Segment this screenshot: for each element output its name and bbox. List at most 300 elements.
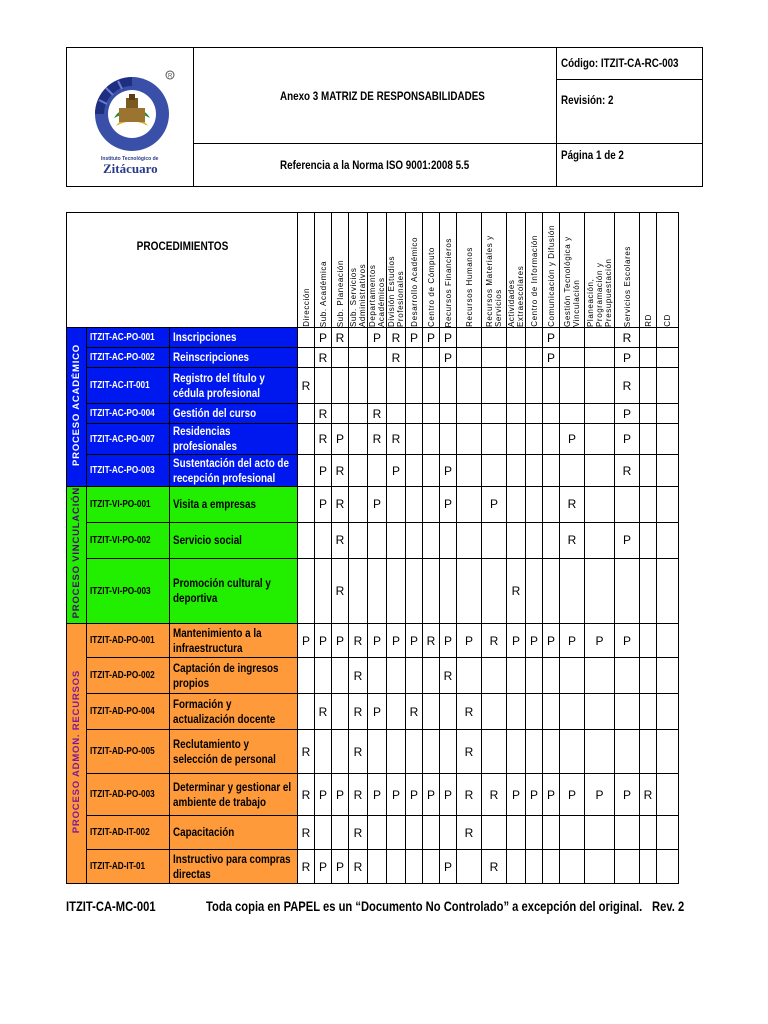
column-header bbox=[349, 213, 368, 328]
responsibility-cell bbox=[640, 522, 657, 558]
responsibility-cell bbox=[526, 348, 543, 368]
responsibility-cell bbox=[657, 424, 679, 455]
responsibility-cell bbox=[406, 404, 423, 424]
responsibility-cell: P bbox=[332, 774, 349, 816]
responsibility-cell: P bbox=[526, 624, 543, 658]
procedure-code-text: ITZIT-AC-PO-001 bbox=[90, 332, 155, 343]
responsibility-cell: P bbox=[368, 328, 387, 348]
responsibility-cell bbox=[457, 368, 482, 404]
responsibility-cell: R bbox=[332, 522, 349, 558]
responsibility-cell bbox=[615, 658, 640, 694]
responsibility-cell: R bbox=[457, 816, 482, 850]
responsibility-cell bbox=[440, 424, 457, 455]
responsibility-cell: R bbox=[615, 368, 640, 404]
responsibility-cell bbox=[406, 658, 423, 694]
responsibility-cell bbox=[406, 730, 423, 774]
procedure-name bbox=[170, 424, 298, 455]
responsibility-cell bbox=[332, 730, 349, 774]
responsibility-cell bbox=[457, 558, 482, 623]
responsibility-cell: P bbox=[332, 424, 349, 455]
responsibility-cell bbox=[507, 730, 526, 774]
table-row bbox=[67, 624, 679, 658]
responsibility-cell bbox=[406, 816, 423, 850]
responsibility-cell: R bbox=[457, 774, 482, 816]
procedure-name bbox=[170, 816, 298, 850]
responsibility-cell bbox=[560, 368, 585, 404]
column-header bbox=[315, 213, 332, 328]
column-header bbox=[423, 213, 440, 328]
responsibility-cell: P bbox=[440, 624, 457, 658]
responsibility-cell bbox=[640, 694, 657, 730]
responsibility-cell bbox=[406, 455, 423, 487]
responsibility-cell bbox=[526, 368, 543, 404]
responsibility-cell bbox=[543, 424, 560, 455]
procedure-name bbox=[170, 774, 298, 816]
responsibility-cell: P bbox=[457, 624, 482, 658]
responsibility-cell: R bbox=[423, 624, 440, 658]
procedure-name bbox=[170, 694, 298, 730]
column-header bbox=[482, 213, 507, 328]
responsibility-cell bbox=[406, 850, 423, 884]
procedure-code-text: ITZIT-AD-PO-003 bbox=[90, 789, 155, 801]
responsibility-cell: P bbox=[332, 850, 349, 884]
responsibility-cell bbox=[543, 694, 560, 730]
responsibility-cell: R bbox=[332, 487, 349, 523]
procedure-name-text: Registro del título y cédula profesional bbox=[173, 370, 265, 400]
responsibility-cell bbox=[585, 368, 615, 404]
responsibility-cell bbox=[560, 850, 585, 884]
responsibility-cell: P bbox=[440, 774, 457, 816]
procedure-code-text: ITZIT-AD-PO-004 bbox=[90, 706, 155, 718]
table-row bbox=[67, 455, 679, 487]
column-header bbox=[332, 213, 349, 328]
responsibility-cell bbox=[368, 730, 387, 774]
responsibility-cell: P bbox=[368, 694, 387, 730]
responsibility-cell bbox=[585, 658, 615, 694]
procedure-code-text: ITZIT-AD-PO-002 bbox=[90, 670, 155, 682]
responsibility-cell bbox=[387, 404, 406, 424]
responsibility-cell bbox=[507, 522, 526, 558]
responsibility-cell bbox=[387, 816, 406, 850]
procedure-name bbox=[170, 404, 298, 424]
column-header-label: Centro de Cómputo bbox=[426, 246, 436, 327]
column-header bbox=[560, 213, 585, 328]
responsibility-cell: R bbox=[315, 424, 332, 455]
column-header bbox=[507, 213, 526, 328]
procedure-code bbox=[87, 455, 170, 487]
document-header bbox=[66, 47, 703, 187]
table-row bbox=[67, 558, 679, 623]
column-header-label: Planeación, Programación y Presupuestación bbox=[586, 258, 613, 327]
responsibility-cell: P bbox=[560, 774, 585, 816]
responsibility-cell bbox=[332, 658, 349, 694]
table-row bbox=[67, 694, 679, 730]
responsibility-cell bbox=[543, 658, 560, 694]
procedure-name-text: Gestión del curso bbox=[173, 406, 257, 420]
responsibility-cell bbox=[332, 368, 349, 404]
footer-code: ITZIT-CA-MC-001 bbox=[66, 898, 156, 914]
column-header bbox=[387, 213, 406, 328]
responsibility-cell: P bbox=[387, 774, 406, 816]
responsibility-cell: R bbox=[349, 658, 368, 694]
column-header-label: Sub. Académica bbox=[318, 260, 328, 327]
responsibility-cell: R bbox=[349, 850, 368, 884]
responsibility-cell bbox=[482, 368, 507, 404]
procedures-header: PROCEDIMIENTOS bbox=[85, 213, 279, 328]
responsibility-cell bbox=[332, 816, 349, 850]
column-header-label: Actividades Extraescolares bbox=[507, 265, 525, 327]
responsibility-cell bbox=[640, 816, 657, 850]
responsibility-cell: P bbox=[332, 624, 349, 658]
responsibility-cell: R bbox=[298, 368, 315, 404]
responsibility-cell bbox=[543, 816, 560, 850]
responsibility-cell: P bbox=[615, 522, 640, 558]
responsibility-cell: P bbox=[387, 455, 406, 487]
procedure-code bbox=[87, 522, 170, 558]
responsibility-cell bbox=[349, 328, 368, 348]
responsibility-cell bbox=[482, 348, 507, 368]
responsibility-cell bbox=[457, 404, 482, 424]
responsibility-cell bbox=[457, 850, 482, 884]
responsibility-cell bbox=[560, 694, 585, 730]
responsibility-cell bbox=[440, 404, 457, 424]
responsibility-cell: P bbox=[615, 624, 640, 658]
responsibility-cell bbox=[368, 455, 387, 487]
responsibility-cell bbox=[560, 730, 585, 774]
responsibility-cell bbox=[423, 368, 440, 404]
responsibility-cell: P bbox=[543, 348, 560, 368]
responsibility-cell: P bbox=[585, 774, 615, 816]
responsibility-cell bbox=[640, 368, 657, 404]
responsibility-cell bbox=[482, 328, 507, 348]
responsibility-cell: P bbox=[615, 774, 640, 816]
procedure-code-text: ITZIT-AD-PO-001 bbox=[90, 635, 155, 647]
responsibility-cell bbox=[657, 368, 679, 404]
column-header bbox=[543, 213, 560, 328]
procedure-code bbox=[87, 348, 170, 368]
responsibility-cell: R bbox=[315, 348, 332, 368]
table-row bbox=[67, 424, 679, 455]
responsibility-cell: R bbox=[315, 404, 332, 424]
responsibility-cell bbox=[332, 694, 349, 730]
column-header-label: Dirección bbox=[301, 288, 311, 327]
responsibility-cell bbox=[526, 730, 543, 774]
procedure-code bbox=[87, 487, 170, 523]
matrix-table bbox=[66, 212, 679, 884]
responsibility-cell bbox=[387, 730, 406, 774]
process-group-text: PROCESO ADMON. RECURSOS bbox=[71, 669, 82, 833]
column-header bbox=[526, 213, 543, 328]
table-row bbox=[67, 658, 679, 694]
procedure-name bbox=[170, 558, 298, 623]
responsibility-cell bbox=[507, 328, 526, 348]
procedure-name-text: Captación de ingresos propios bbox=[173, 660, 279, 690]
responsibility-cell bbox=[482, 558, 507, 623]
responsibility-cell bbox=[482, 816, 507, 850]
column-header bbox=[368, 213, 387, 328]
responsibility-cell bbox=[423, 850, 440, 884]
document-title: Anexo 3 MATRIZ DE RESPONSABILIDADES bbox=[280, 89, 485, 103]
responsibility-cell: P bbox=[560, 424, 585, 455]
procedure-name-text: Residencias profesionales bbox=[173, 424, 237, 453]
responsibility-cell: R bbox=[507, 558, 526, 623]
responsibility-cell bbox=[657, 404, 679, 424]
procedure-code bbox=[87, 694, 170, 730]
responsibility-cell bbox=[526, 455, 543, 487]
responsibility-cell bbox=[640, 558, 657, 623]
procedure-code bbox=[87, 328, 170, 348]
responsibility-cell: R bbox=[482, 850, 507, 884]
table-row bbox=[67, 730, 679, 774]
table-row bbox=[67, 774, 679, 816]
responsibility-cell bbox=[585, 730, 615, 774]
responsibility-cell: P bbox=[406, 624, 423, 658]
responsibility-cell bbox=[585, 348, 615, 368]
responsibility-cell bbox=[640, 348, 657, 368]
responsibility-cell bbox=[482, 404, 507, 424]
procedure-name bbox=[170, 328, 298, 348]
procedure-code-text: ITZIT-VI-PO-002 bbox=[90, 534, 151, 546]
procedure-code-text: ITZIT-AC-PO-002 bbox=[90, 352, 155, 363]
svg-text:R: R bbox=[168, 73, 173, 80]
responsibility-cell bbox=[526, 558, 543, 623]
responsibility-cell bbox=[440, 730, 457, 774]
responsibility-cell: R bbox=[349, 730, 368, 774]
responsibility-cell bbox=[387, 694, 406, 730]
responsibility-cell bbox=[507, 850, 526, 884]
responsibility-cell: R bbox=[368, 424, 387, 455]
responsibility-cell bbox=[526, 850, 543, 884]
responsibility-cell bbox=[406, 558, 423, 623]
responsibility-cell bbox=[543, 522, 560, 558]
responsibility-cell bbox=[526, 816, 543, 850]
responsibility-cell bbox=[560, 348, 585, 368]
logo-caption-small: Instituto Tecnológico de bbox=[101, 156, 159, 162]
responsibility-cell bbox=[457, 424, 482, 455]
column-header-label: Servicios Escolares bbox=[622, 245, 632, 327]
page-indicator: Página 1 de 2 bbox=[561, 148, 624, 162]
responsibility-cell: P bbox=[423, 774, 440, 816]
responsibility-cell bbox=[423, 522, 440, 558]
responsibility-cell bbox=[368, 558, 387, 623]
responsibility-cell: P bbox=[368, 774, 387, 816]
responsibility-cell bbox=[482, 522, 507, 558]
responsibility-cell bbox=[543, 368, 560, 404]
responsibility-cell bbox=[315, 658, 332, 694]
process-group-label bbox=[67, 624, 87, 884]
procedure-name bbox=[170, 455, 298, 487]
responsibility-cell bbox=[349, 368, 368, 404]
responsibility-cell bbox=[585, 816, 615, 850]
responsibility-cell: R bbox=[387, 328, 406, 348]
column-header-label: Recursos Humanos bbox=[464, 247, 474, 327]
responsibility-cell: P bbox=[315, 455, 332, 487]
column-header-label: Sub. Planeación bbox=[335, 259, 345, 327]
responsibility-cell bbox=[315, 730, 332, 774]
responsibility-cell: P bbox=[615, 348, 640, 368]
responsibility-cell bbox=[507, 487, 526, 523]
responsibility-cell bbox=[315, 522, 332, 558]
column-header-label: RD bbox=[643, 314, 653, 327]
document-code: Código: ITZIT-CA-RC-003 bbox=[561, 56, 679, 70]
responsibility-cell bbox=[387, 522, 406, 558]
responsibility-cell: P bbox=[440, 850, 457, 884]
responsibility-cell bbox=[640, 404, 657, 424]
responsibility-cell bbox=[560, 455, 585, 487]
responsibility-cell bbox=[560, 558, 585, 623]
column-header bbox=[585, 213, 615, 328]
responsibility-cell bbox=[640, 624, 657, 658]
procedure-name-text: Reclutamiento y selección de personal bbox=[173, 736, 276, 766]
responsibility-cell bbox=[657, 774, 679, 816]
column-header-label: Centro de Información bbox=[529, 235, 539, 327]
responsibility-cell bbox=[406, 348, 423, 368]
responsibility-cell bbox=[387, 368, 406, 404]
responsibility-cell: P bbox=[406, 328, 423, 348]
responsibility-cell: P bbox=[526, 774, 543, 816]
responsibility-cell: P bbox=[315, 487, 332, 523]
responsibility-cell bbox=[440, 558, 457, 623]
responsibility-cell bbox=[368, 816, 387, 850]
table-row bbox=[67, 850, 679, 884]
responsibility-cell bbox=[423, 348, 440, 368]
column-header-label: Desarrollo Académico bbox=[409, 237, 419, 327]
responsibility-cell bbox=[526, 424, 543, 455]
responsibility-cell: P bbox=[298, 624, 315, 658]
responsibility-cell bbox=[526, 487, 543, 523]
responsibility-cell: R bbox=[349, 694, 368, 730]
column-header bbox=[457, 213, 482, 328]
responsibility-cell: P bbox=[543, 624, 560, 658]
responsibility-cell bbox=[406, 522, 423, 558]
responsibility-cell: P bbox=[543, 774, 560, 816]
responsibility-cell: P bbox=[507, 624, 526, 658]
responsibility-cell bbox=[457, 487, 482, 523]
responsibility-cell bbox=[585, 522, 615, 558]
responsibility-cell: R bbox=[560, 522, 585, 558]
procedure-code bbox=[87, 850, 170, 884]
column-header bbox=[640, 213, 657, 328]
responsibility-cell bbox=[585, 328, 615, 348]
responsibility-cell bbox=[440, 694, 457, 730]
responsibility-cell bbox=[615, 487, 640, 523]
procedure-name-text: Sustentación del acto de recepción profesional bbox=[173, 455, 289, 485]
responsibility-cell: R bbox=[560, 487, 585, 523]
responsibility-cell: P bbox=[387, 624, 406, 658]
responsibility-cell bbox=[657, 487, 679, 523]
responsibility-cell: R bbox=[615, 328, 640, 348]
responsibility-cell: P bbox=[560, 624, 585, 658]
procedure-code bbox=[87, 404, 170, 424]
column-header-label: Gestión Tecnológica y Vinculación bbox=[563, 236, 581, 327]
responsibility-cell bbox=[423, 455, 440, 487]
responsibility-cell bbox=[543, 487, 560, 523]
column-header bbox=[657, 213, 679, 328]
responsibility-cell bbox=[657, 455, 679, 487]
responsibility-cell bbox=[423, 404, 440, 424]
procedure-name bbox=[170, 850, 298, 884]
responsibility-cell bbox=[657, 558, 679, 623]
responsibility-cell: P bbox=[406, 774, 423, 816]
responsibility-cell: R bbox=[315, 694, 332, 730]
responsibility-cell bbox=[615, 558, 640, 623]
procedure-code bbox=[87, 424, 170, 455]
responsibility-cell bbox=[640, 730, 657, 774]
column-header-label: CD bbox=[663, 314, 672, 327]
responsibility-cell: P bbox=[543, 328, 560, 348]
responsibility-cell: P bbox=[440, 348, 457, 368]
responsibility-cell: R bbox=[332, 558, 349, 623]
responsibility-cell bbox=[315, 558, 332, 623]
procedure-name-text: Inscripciones bbox=[173, 330, 237, 344]
procedure-code-text: ITZIT-AC-IT-001 bbox=[90, 380, 150, 391]
responsibility-cell bbox=[423, 816, 440, 850]
table-row bbox=[67, 348, 679, 368]
responsibility-cell bbox=[657, 348, 679, 368]
procedure-code bbox=[87, 730, 170, 774]
procedure-code bbox=[87, 368, 170, 404]
responsibility-cell bbox=[423, 424, 440, 455]
column-header bbox=[406, 213, 423, 328]
responsibility-cell: R bbox=[298, 850, 315, 884]
responsibility-cell: P bbox=[315, 624, 332, 658]
responsibility-cell bbox=[507, 816, 526, 850]
responsibility-cell: R bbox=[349, 816, 368, 850]
responsibility-cell: P bbox=[315, 328, 332, 348]
responsibility-cell bbox=[543, 404, 560, 424]
responsibility-cell bbox=[482, 730, 507, 774]
responsibility-cell bbox=[560, 816, 585, 850]
responsibility-cell bbox=[368, 658, 387, 694]
responsibility-cell bbox=[406, 487, 423, 523]
responsibility-cell bbox=[640, 487, 657, 523]
table-row bbox=[67, 404, 679, 424]
responsibility-cell: P bbox=[423, 328, 440, 348]
procedure-name-text: Formación y actualización docente bbox=[173, 696, 276, 726]
logo-caption-main: Zitácuaro bbox=[103, 161, 158, 176]
responsibility-cell bbox=[640, 850, 657, 884]
responsibility-cell bbox=[368, 850, 387, 884]
process-group-label bbox=[67, 487, 87, 624]
responsibility-cell bbox=[585, 850, 615, 884]
responsibility-cell bbox=[657, 694, 679, 730]
procedure-name bbox=[170, 730, 298, 774]
table-row bbox=[67, 368, 679, 404]
responsibility-cell bbox=[585, 558, 615, 623]
responsibility-cell bbox=[440, 368, 457, 404]
procedure-name-text: Servicio social bbox=[173, 532, 242, 547]
responsibility-cell bbox=[423, 658, 440, 694]
column-header-label: División Estudios Profesionales bbox=[387, 255, 405, 327]
responsibility-cell bbox=[507, 694, 526, 730]
responsibility-cell bbox=[368, 522, 387, 558]
responsibility-cell: P bbox=[315, 774, 332, 816]
responsibility-cell bbox=[585, 487, 615, 523]
responsibility-cell bbox=[482, 694, 507, 730]
responsibility-cell bbox=[387, 850, 406, 884]
responsibility-cell bbox=[526, 328, 543, 348]
responsibility-cell: P bbox=[615, 404, 640, 424]
process-group-text: PROCESO VINCULACIÓN bbox=[71, 487, 82, 619]
responsibility-cell: R bbox=[298, 774, 315, 816]
responsibility-cell bbox=[457, 348, 482, 368]
responsibility-cell bbox=[507, 368, 526, 404]
responsibility-cell bbox=[387, 487, 406, 523]
responsibility-cell: R bbox=[387, 424, 406, 455]
responsibility-cell bbox=[657, 624, 679, 658]
procedure-code bbox=[87, 658, 170, 694]
procedure-name-text: Promoción cultural y deportiva bbox=[173, 576, 271, 606]
